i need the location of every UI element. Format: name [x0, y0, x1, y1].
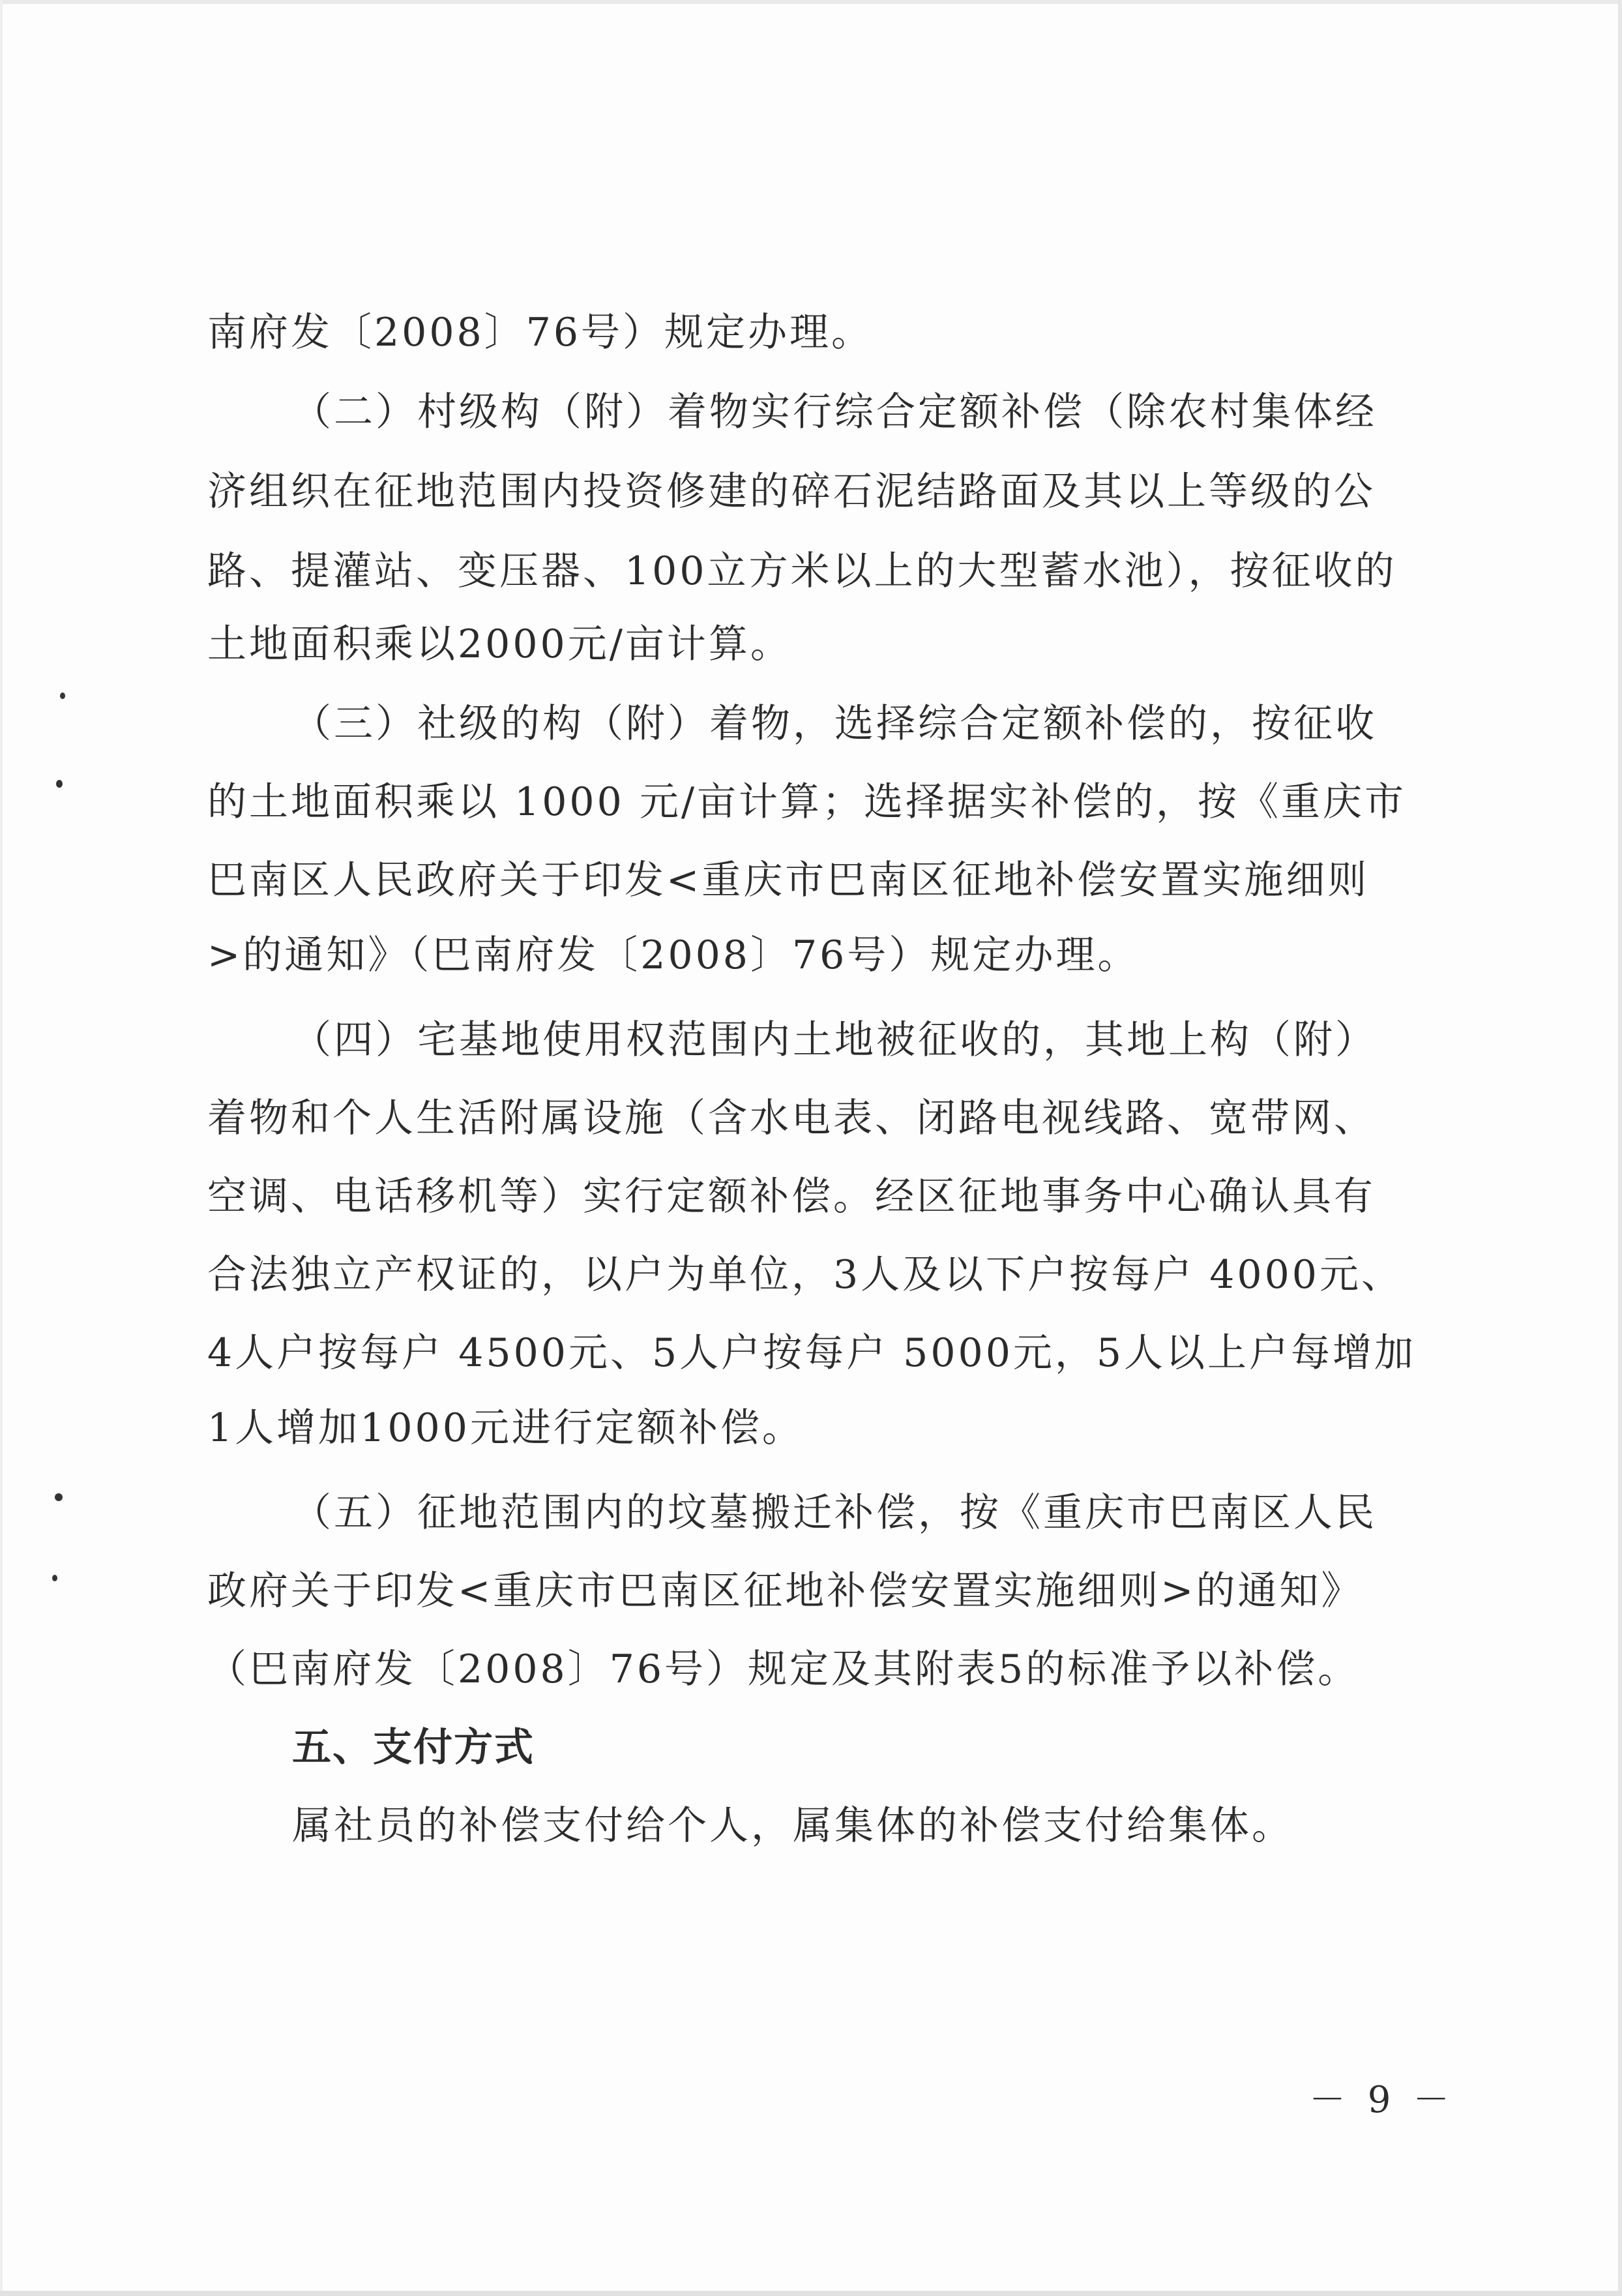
- page-number: － 9 －: [1309, 2079, 1455, 2121]
- scan-mark: [52, 1575, 57, 1581]
- scan-edge-bottom: [0, 2291, 1622, 2296]
- body-line: 属社员的补偿支付给个人，属集体的补偿支付给集体。: [292, 1803, 1293, 1849]
- body-line: 1人增加1000元进行定额补偿。: [207, 1405, 804, 1451]
- body-line: 合法独立产权证的，以户为单位，3人及以下户按每户 4000元、: [207, 1252, 1403, 1298]
- body-line: 路、提灌站、变压器、100立方米以上的大型蓄水池），按征收的: [207, 548, 1397, 594]
- body-line: （四）宅基地使用权范围内土地被征收的，其地上构（附）: [292, 1017, 1377, 1063]
- body-line: 巴南区人民政府关于印发<重庆市巴南区征地补偿安置实施细则: [207, 857, 1370, 903]
- scan-edge-left: [0, 0, 3, 2296]
- body-line: （二）村级构（附）着物实行综合定额补偿（除农村集体经: [292, 389, 1377, 435]
- body-line: 土地面积乘以2000元/亩计算。: [207, 621, 792, 667]
- scan-mark: [55, 1493, 63, 1501]
- section-heading: 五、支付方式: [292, 1725, 535, 1770]
- body-line: >的通知》（巴南府发〔2008〕76号）规定办理。: [207, 932, 1140, 978]
- scan-mark: [60, 693, 65, 699]
- body-line: 的土地面积乘以 1000 元/亩计算；选择据实补偿的，按《重庆市: [207, 779, 1407, 825]
- scan-mark: [56, 780, 63, 788]
- scan-edge-right: [1618, 0, 1622, 2296]
- scan-edge-top: [0, 0, 1622, 4]
- body-line: 济组织在征地范围内投资修建的碎石泥结路面及其以上等级的公: [207, 469, 1376, 514]
- body-line: （三）社级的构（附）着物，选择综合定额补偿的，按征收: [292, 701, 1377, 747]
- body-line: 空调、电话移机等）实行定额补偿。经区征地事务中心确认具有: [207, 1174, 1376, 1219]
- body-line: （巴南府发〔2008〕76号）规定及其附表5的标准予以补偿。: [207, 1647, 1360, 1692]
- body-line: 政府关于印发<重庆市巴南区征地补偿安置实施细则>的通知》: [207, 1568, 1363, 1614]
- body-line: 南府发〔2008〕76号）规定办理。: [207, 310, 874, 355]
- body-line: 4人户按每户 4500元、5人户按每户 5000元，5人以上户每增加: [207, 1330, 1417, 1376]
- body-line: 着物和个人生活附属设施（含水电表、闭路电视线路、宽带网、: [207, 1096, 1376, 1141]
- body-line: （五）征地范围内的坟墓搬迁补偿，按《重庆市巴南区人民: [292, 1490, 1377, 1536]
